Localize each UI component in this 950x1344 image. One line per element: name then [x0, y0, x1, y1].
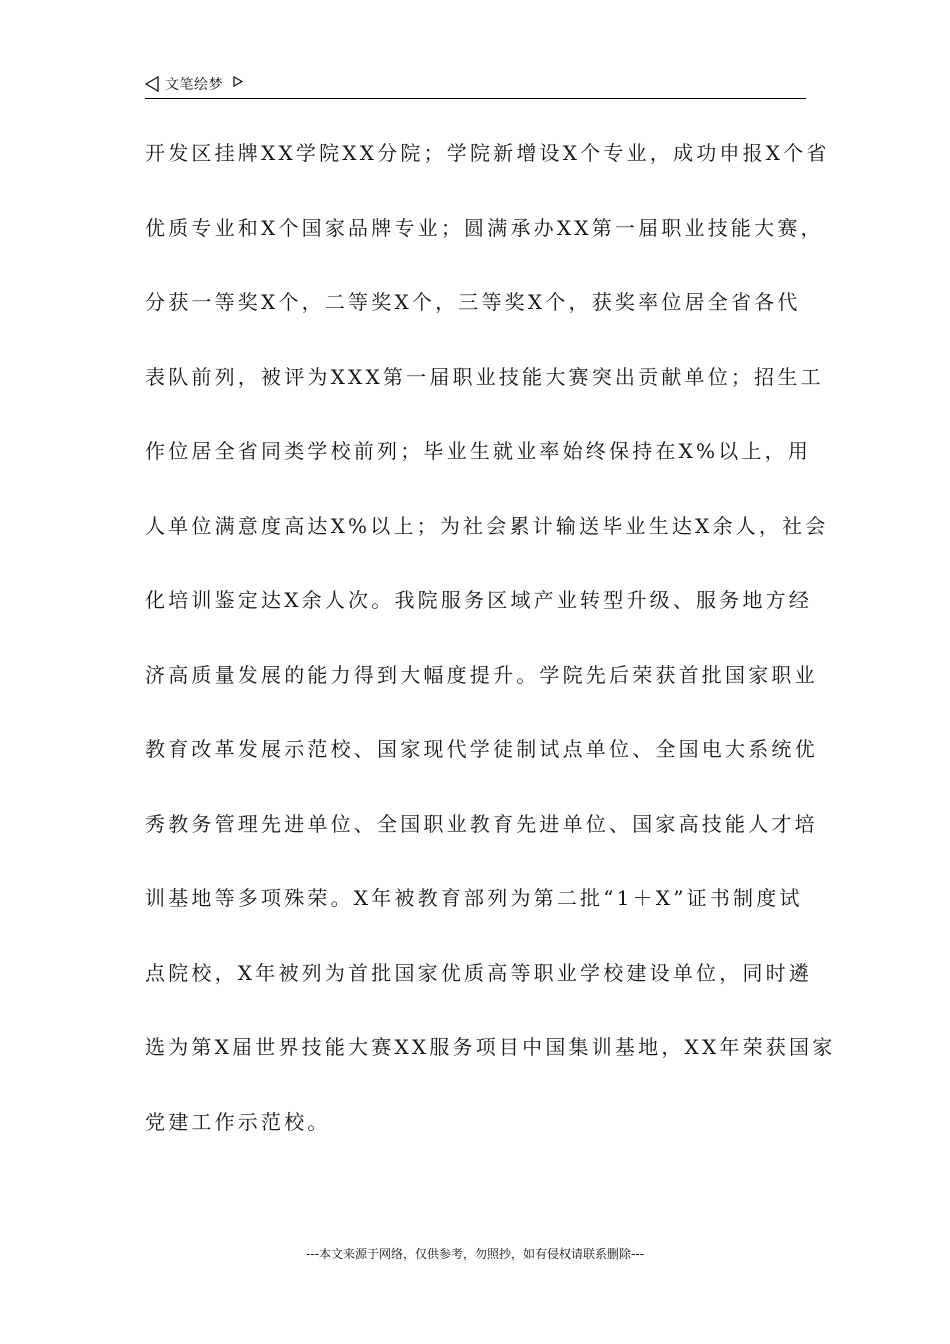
text-line: 教育改革发展示范校、国家现代学徒制试点单位、全国电大系统优 [145, 737, 818, 761]
footer-disclaimer: ---本文来源于网络，仅供参考，勿照抄，如有侵权请联系删除--- [306, 1247, 644, 1261]
text-line: 优质专业和X个国家品牌专业；圆满承办XX第一届职业技能大赛， [145, 215, 824, 240]
triangle-left-icon [145, 76, 159, 92]
text-line: 党建工作示范校。 [145, 1109, 331, 1134]
text-line: 表队前列，被评为XXX第一届职业技能大赛突出贡献单位；招生工 [145, 364, 824, 389]
text-line: 秀教务管理先进单位、全国职业教育先进单位、国家高技能人才培 [145, 811, 818, 836]
header-brand-group [145, 74, 243, 94]
text-line: 训基地等多项殊荣。X年被教育部列为第二批“1＋X”证书制度试 [145, 886, 803, 910]
triangle-right-icon [233, 76, 243, 87]
text-line: 济高质量发展的能力得到大幅度提升。学院先后荣获首批国家职业 [145, 662, 818, 687]
text-line: 点院校，X年被列为首批国家优质高等职业学校建设单位，同时遴 [145, 960, 813, 985]
header-brand: 文笔绘梦 [165, 77, 223, 93]
text-line: 开发区挂牌XX学院XX分院；学院新增设X个专业，成功申报X个省 [145, 141, 830, 165]
text-line: 分获一等奖X个，二等奖X个，三等奖X个，获奖率位居全省各代 [145, 290, 801, 314]
page-header [145, 72, 806, 99]
text-line: 人单位满意度高达X%以上；为社会累计输送毕业生达X余人，社会 [145, 513, 829, 538]
text-line: 化培训鉴定达X余人次。我院服务区域产业转型升级、服务地方经 [145, 588, 813, 612]
text-line: 选为第X届世界技能大赛XX服务项目中国集训基地，XX年荣获国家 [145, 1035, 836, 1059]
text-line: 作位居全省同类学校前列；毕业生就业率始终保持在X%以上，用 [145, 439, 812, 463]
document-body [145, 128, 836, 1171]
